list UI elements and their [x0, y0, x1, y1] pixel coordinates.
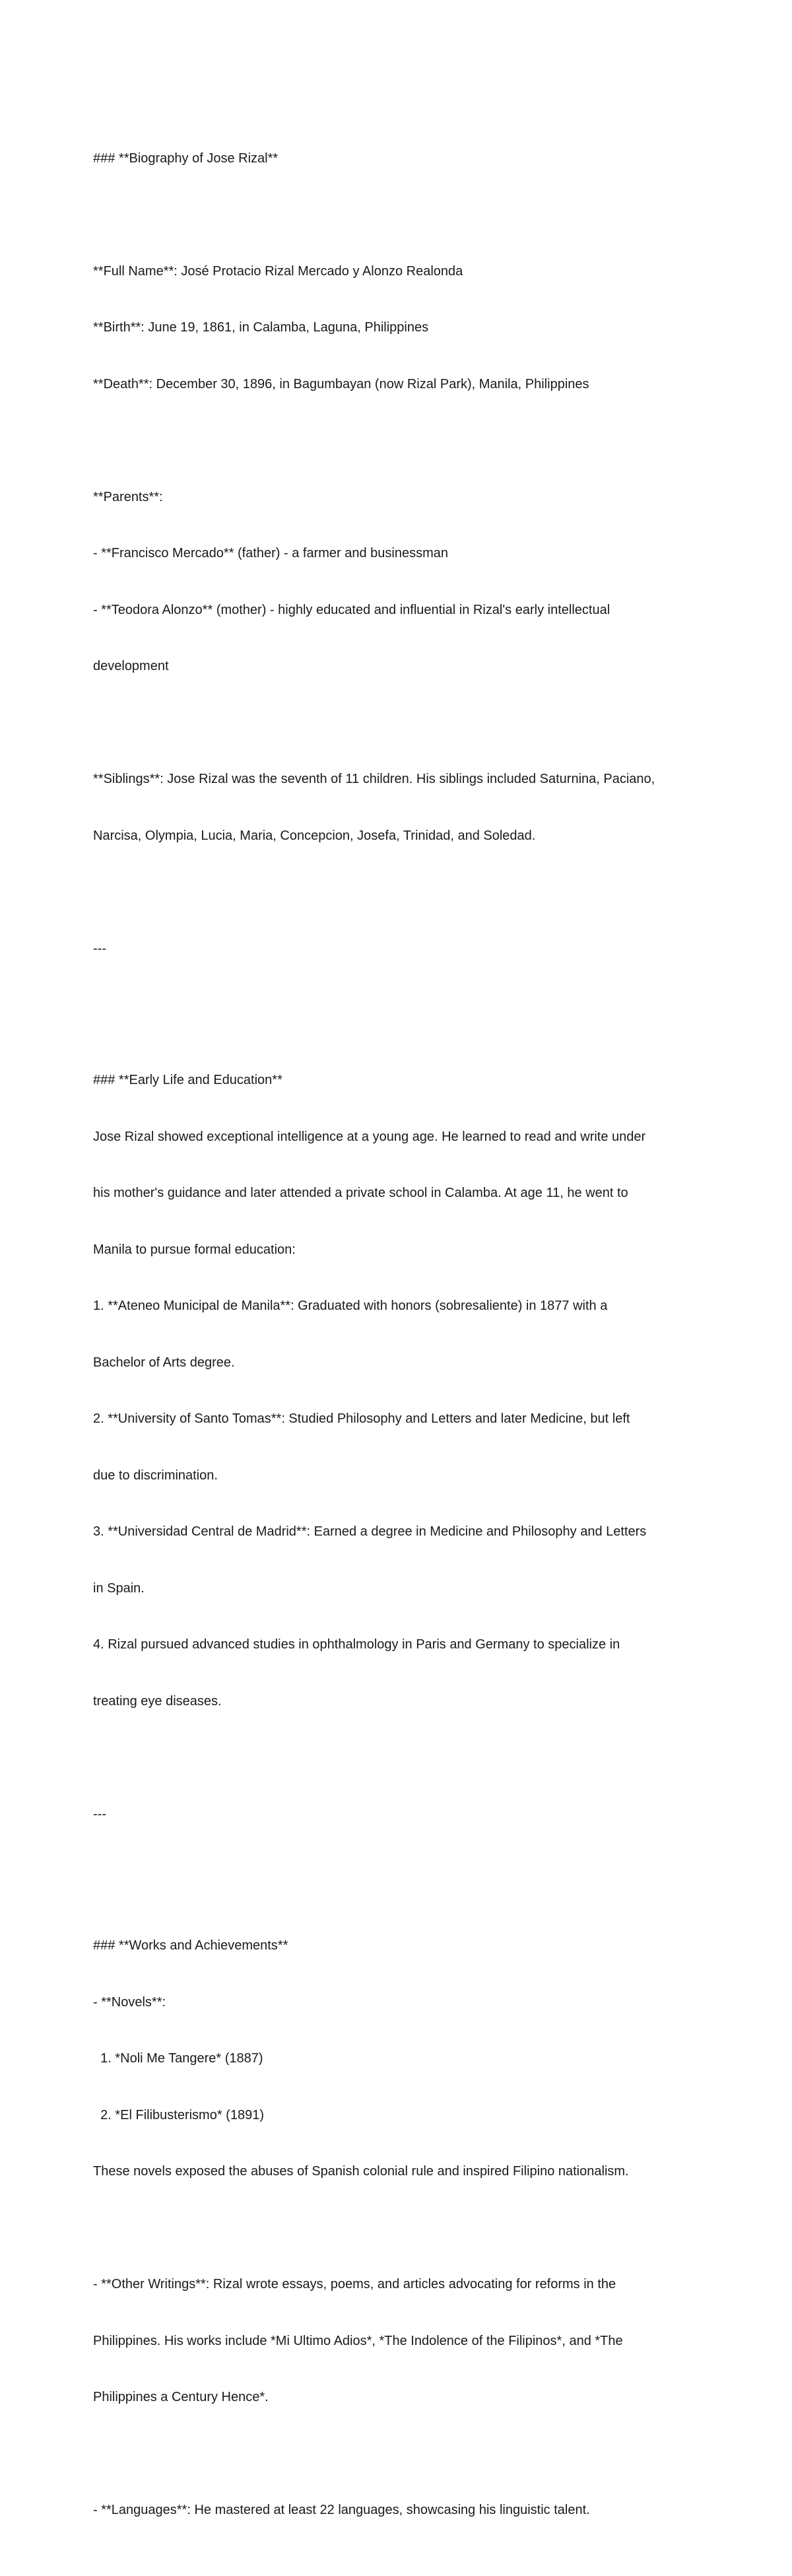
- other-writings-line2: Philippines. His works include *Mi Ultimo Adios*, *The Indolence of the Filipinos*, and *The: [93, 2333, 623, 2348]
- novels-note: These novels exposed the abuses of Spanish colonial rule and inspired Filipino nationalism.: [93, 2164, 629, 2179]
- languages-line: - **Languages**: He mastered at least 22 languages, showcasing his linguistic talent.: [93, 2503, 590, 2517]
- death-line: **Death**: December 30, 1896, in Bagumbayan (now Rizal Park), Manila, Philippines: [93, 376, 589, 391]
- early-life-intro-line2: his mother's guidance and later attended a private school in Calamba. At age 11, he went to: [93, 1186, 628, 1200]
- siblings-line1: **Siblings**: Jose Rizal was the seventh of 11 children. His siblings included Saturnina, Paciano,: [93, 772, 655, 786]
- blank-line: [93, 2219, 707, 2238]
- parent-mother-line2: development: [93, 659, 169, 673]
- education-item1-line1: 1. **Ateneo Municipal de Manila**: Graduated with honors (sobresaliente) in 1877 with a: [93, 1299, 608, 1313]
- siblings-line2: Narcisa, Olympia, Lucia, Maria, Concepcion, Josefa, Trinidad, and Soledad.: [93, 828, 536, 843]
- blank-line: [93, 2445, 707, 2464]
- parent-mother-line1: - **Teodora Alonzo** (mother) - highly educated and influential in Rizal's early intellectual: [93, 602, 610, 617]
- blank-line: [93, 1861, 707, 1880]
- other-writings-line3: Philippines a Century Hence*.: [93, 2390, 269, 2404]
- full-name-line: **Full Name**: José Protacio Rizal Mercado y Alonzo Realonda: [93, 263, 463, 279]
- birth-line: **Birth**: June 19, 1861, in Calamba, Laguna, Philippines: [93, 320, 429, 335]
- divider: ---: [93, 1806, 106, 1821]
- section-heading-biography: ### **Biography of Jose Rizal**: [93, 151, 279, 166]
- education-item4-line1: 4. Rizal pursued advanced studies in ophthalmology in Paris and Germany to specialize in: [93, 1637, 620, 1652]
- novel-item-2: 2. *El Filibusterismo* (1891): [93, 2107, 264, 2122]
- blank-line: [93, 205, 707, 224]
- novels-label: - **Novels**:: [93, 1994, 166, 2010]
- blank-line: [93, 1748, 707, 1767]
- blank-line: [93, 431, 707, 450]
- novel-item-1: 1. *Noli Me Tangere* (1887): [93, 2051, 263, 2066]
- divider: ---: [93, 941, 106, 956]
- education-item2-line2: due to discrimination.: [93, 1468, 218, 1483]
- blank-line: [93, 714, 707, 733]
- early-life-intro-line1: Jose Rizal showed exceptional intelligence at a young age. He learned to read and write under: [93, 1129, 646, 1144]
- education-item3-line1: 3. **Universidad Central de Madrid**: Earned a degree in Medicine and Philosophy and Letters: [93, 1524, 647, 1539]
- blank-line: [93, 883, 707, 902]
- education-item1-line2: Bachelor of Arts degree.: [93, 1355, 235, 1370]
- early-life-intro-line3: Manila to pursue formal education:: [93, 1242, 296, 1257]
- parent-father: - **Francisco Mercado** (father) - a farmer and businessman: [93, 546, 448, 560]
- education-item4-line2: treating eye diseases.: [93, 1693, 222, 1709]
- section-heading-works: ### **Works and Achievements**: [93, 1938, 288, 1953]
- education-item2-line1: 2. **University of Santo Tomas**: Studied Philosophy and Letters and later Medicine, but left: [93, 1411, 630, 1426]
- education-item3-line2: in Spain.: [93, 1580, 145, 1596]
- section-heading-early-life: ### **Early Life and Education**: [93, 1073, 282, 1087]
- document-body: [93, 92, 707, 2576]
- blank-line: [93, 996, 707, 1015]
- parents-label: **Parents**:: [93, 489, 163, 504]
- other-writings-line1: - **Other Writings**: Rizal wrote essays, poems, and articles advocating for reforms in the: [93, 2277, 616, 2291]
